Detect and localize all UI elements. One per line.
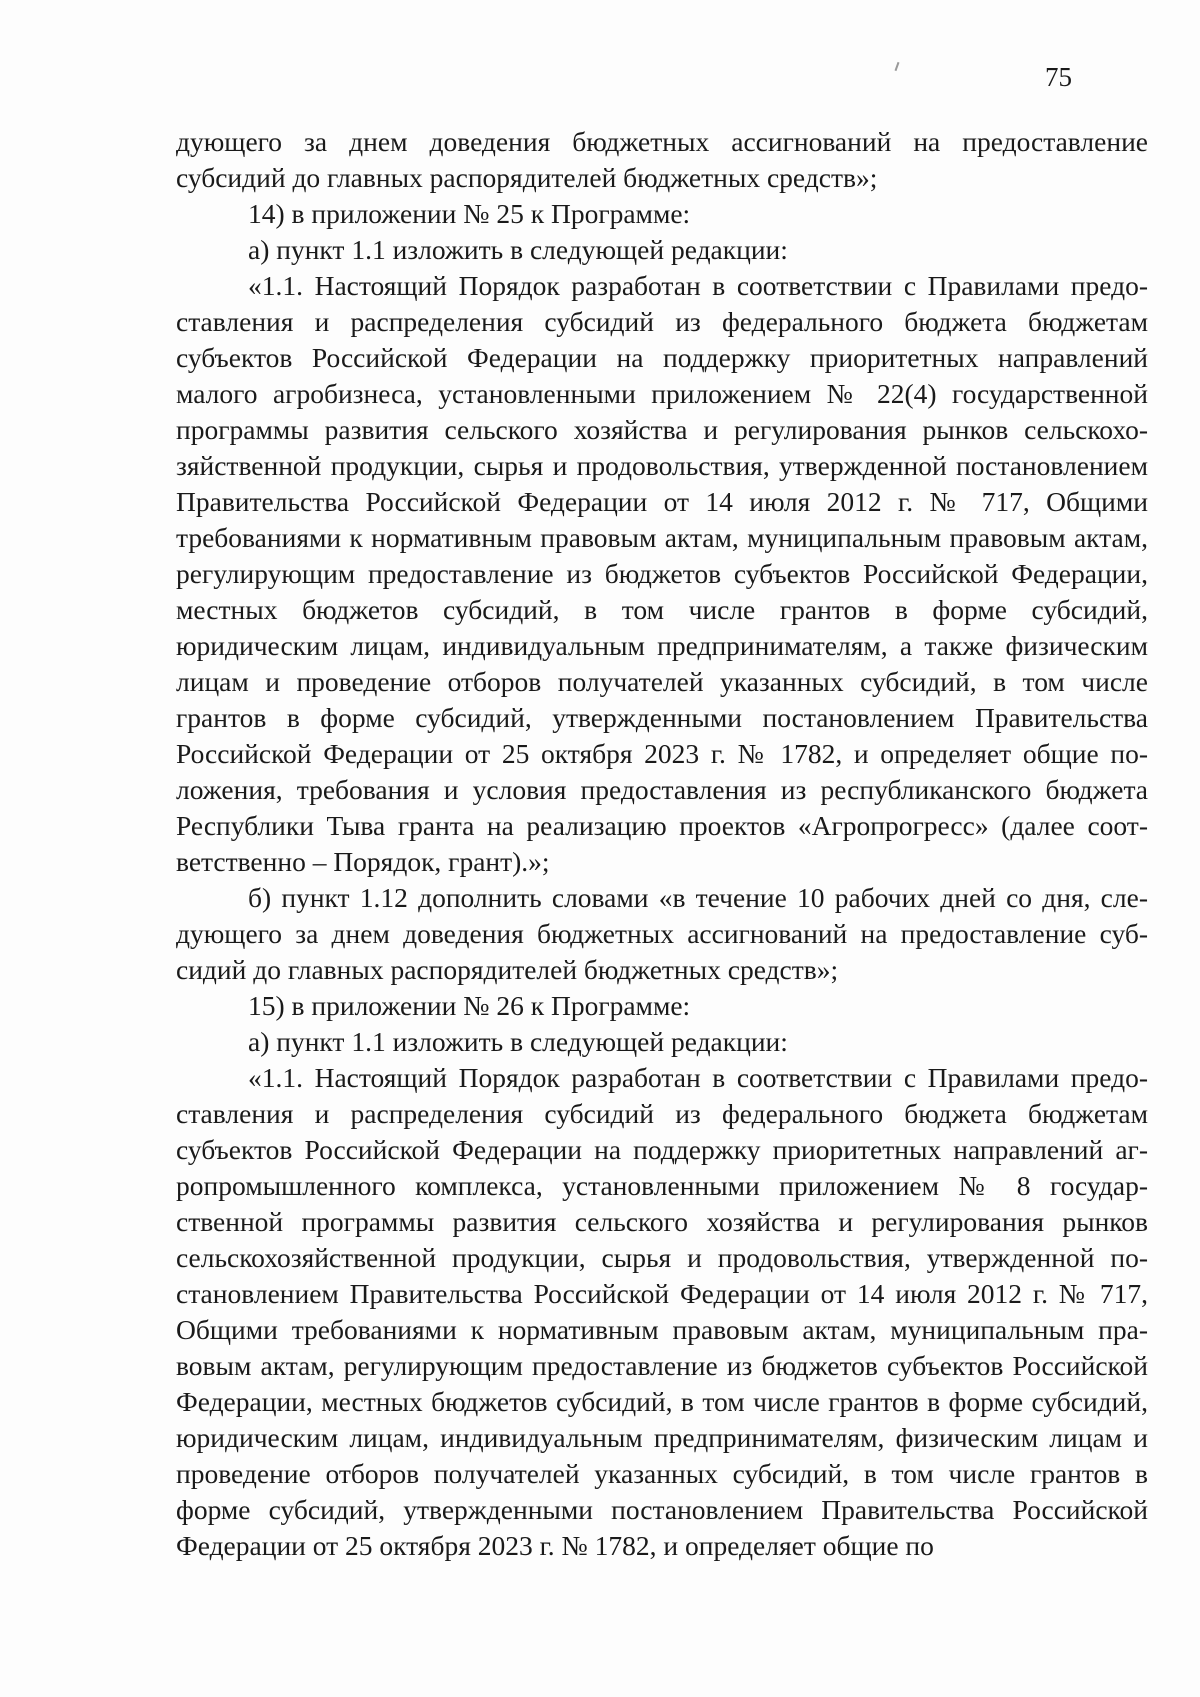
page-number: 75: [1045, 62, 1072, 92]
paragraph: б) пункт 1.12 дополнить словами «в течение 10 рабочих дней со дня, следующего за днем доведения бюджетных ассигнований на предоставление субсидий до главных распорядителей бюджетных средств»;: [176, 882, 1148, 985]
scan-mark: [895, 62, 900, 71]
paragraph: 15) в приложении № 26 к Программе:: [248, 990, 691, 1021]
paragraph: дующего за днем доведения бюджетных ассигнований на предоставление субсидий до главных распорядителей бюджетных средств»;: [176, 126, 1148, 193]
paragraph: «1.1. Настоящий Порядок разработан в соответствии с Правилами предоставления и распределения субсидий из федерального бюджета бюджетам субъектов Российской Федерации на поддержку приоритетных направлений малого агробизнеса, установленными приложением № 22(4) государственной программы развития сельского хозяйства и регулирования рынков сельскохозяйственной продукции, сырья и продовольствия, утвержденной постановлением Правительства Российской Федерации от 14 июля 2012 г. № 717, Общими требованиями к нормативным правовым актам, муниципальным правовым актам, регулирующим предоставление из бюджетов субъектов Российской Федерации, местных бюджетов субсидий, в том числе грантов в форме субсидий, юридическим лицам, индивидуальным предпринимателям, а также физическим лицам и проведение отборов получателей указанных субсидий, в том числе грантов в форме субсидий, утвержденными постановлением Правительства Российской Федерации от 25 октября 2023 г. № 1782, и определяет общие положения, требования и условия предоставления из республиканского бюджета Республики Тыва гранта на реализацию проектов «Агропрогресс» (далее соответственно – Порядок, грант).»;: [176, 270, 1148, 877]
paragraph: «1.1. Настоящий Порядок разработан в соответствии с Правилами предоставления и распределения субсидий из федерального бюджета бюджетам субъектов Российской Федерации на поддержку приоритетных направлений агропромышленного комплекса, установленными приложением № 8 государственной программы развития сельского хозяйства и регулирования рынков сельскохозяйственной продукции, сырья и продовольствия, утвержденной постановлением Правительства Российской Федерации от 14 июля 2012 г. № 717, Общими требованиями к нормативным правовым актам, муниципальным правовым актам, регулирующим предоставление из бюджетов субъектов Российской Федерации, местных бюджетов субсидий, в том числе грантов в форме субсидий, юридическим лицам, индивидуальным предпринимателям, физическим лицам и проведение отборов получателей указанных субсидий, в том числе грантов в форме субсидий, утвержденными постановлением Правительства Российской Федерации от 25 октября 2023 г. № 1782, и определяет общие по: [176, 1062, 1148, 1561]
paragraph: 14) в приложении № 25 к Программе:: [248, 198, 691, 229]
paragraph: а) пункт 1.1 изложить в следующей редакции:: [248, 234, 788, 265]
document-body: [176, 124, 1148, 1564]
paragraph: а) пункт 1.1 изложить в следующей редакции:: [248, 1026, 788, 1057]
